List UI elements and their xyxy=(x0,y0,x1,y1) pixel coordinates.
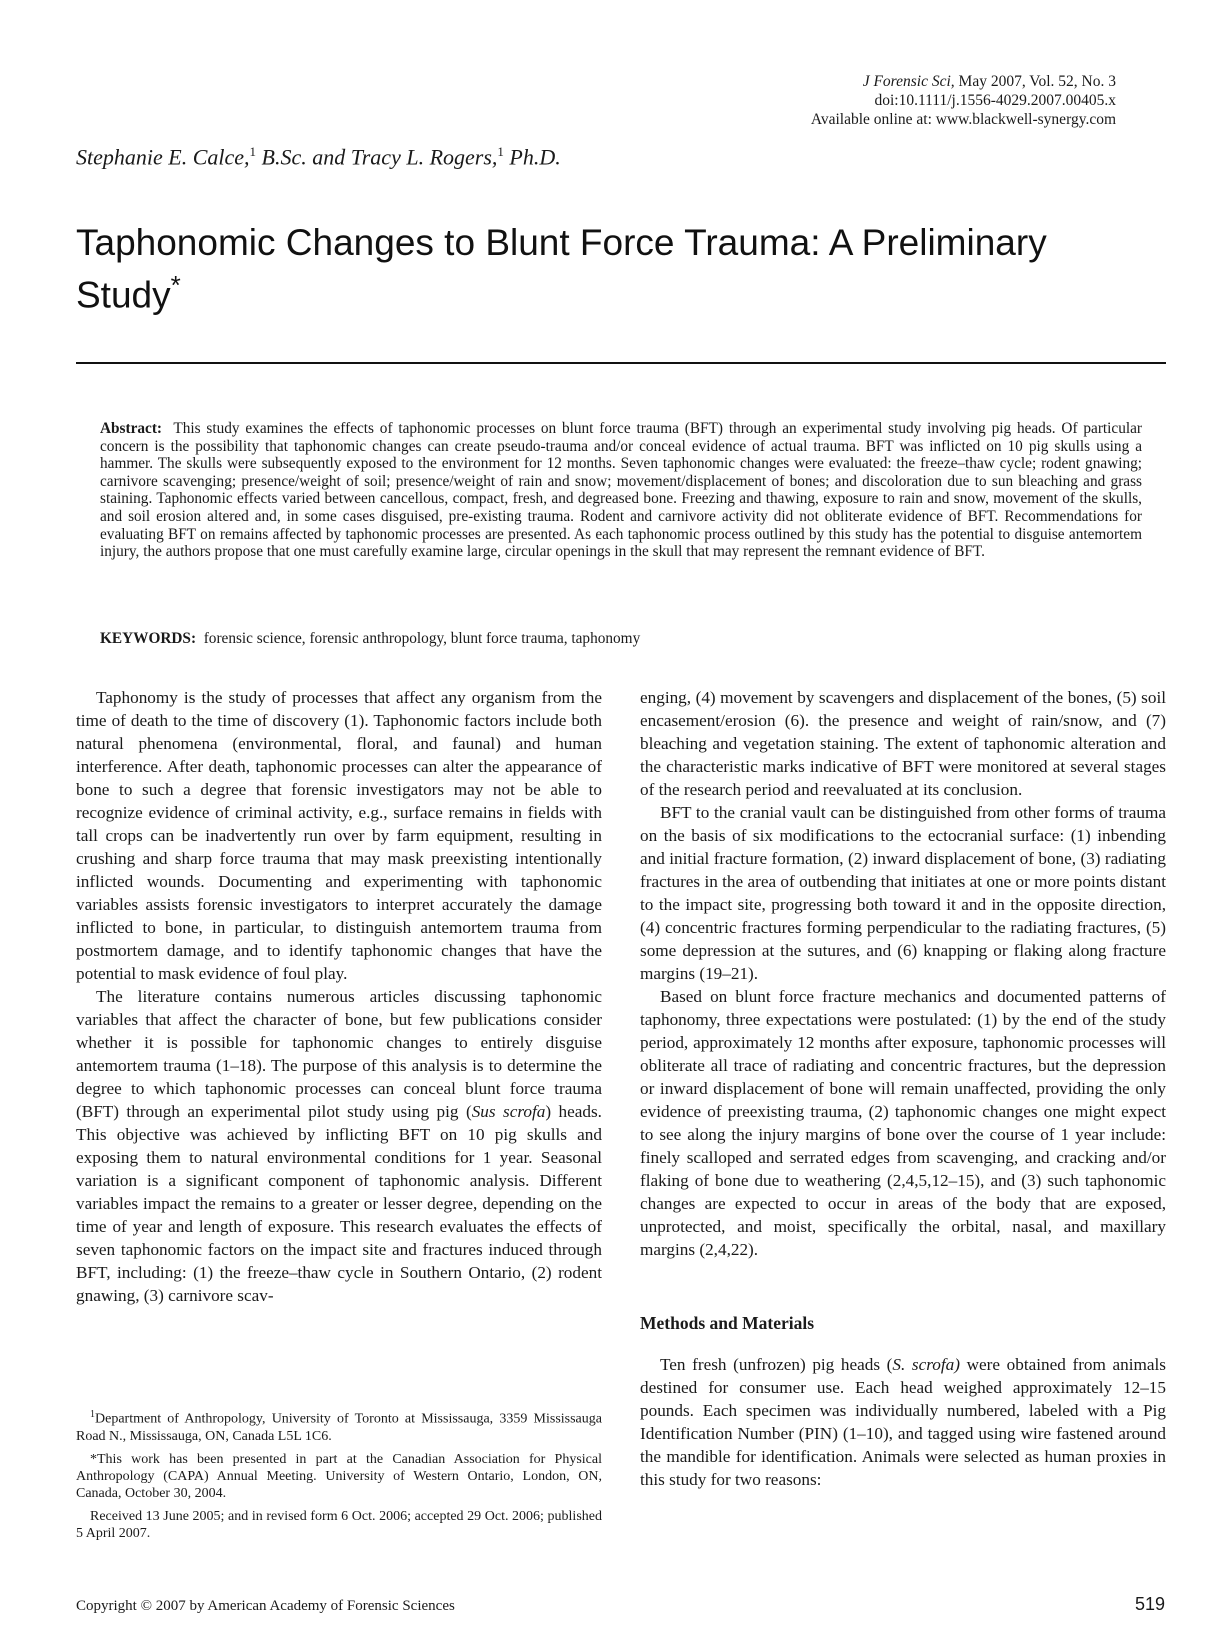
footnote-presentation-text: This work has been presented in part at the Canadian Association for Physical Anthropology (CAPA) Annual Meeting. University of Western Ontario, London, ON, Canada, October 30, 2004. xyxy=(76,1451,602,1501)
journal-issue: May 2007, Vol. 52, No. 3 xyxy=(954,73,1116,90)
methods-paragraph-1-part-a: Ten fresh (unfrozen) pig heads ( xyxy=(660,1355,893,1374)
journal-name: J Forensic Sci, xyxy=(862,73,955,90)
keywords xyxy=(100,630,1142,648)
author-1-affiliation: 1 xyxy=(249,144,257,159)
title-divider xyxy=(76,362,1166,364)
author-line xyxy=(76,144,561,170)
author-1-name: Stephanie E. Calce, xyxy=(76,144,250,170)
copyright-notice: Copyright © 2007 by American Academy of Forensic Sciences xyxy=(76,1598,455,1614)
author-2-degree: Ph.D. xyxy=(503,144,561,170)
intro-paragraph-2-part-a: The literature contains numerous articles discussing taphonomic variables that affect the character of bone, but few publications consider whether it is possible for taphonomic changes to entirely disguise antemortem trauma (1–18). The purpose of this analysis is to determine the degree to which taphonomic processes can conceal blunt force trauma (BFT) through an experimental pilot study using pig ( xyxy=(76,987,602,1121)
intro-paragraph-4: Based on blunt force fracture mechanics and documented patterns of taphonomy, three expectations were postulated: (1) by the end of the study period, approximately 12 months after exposure, taphonomic processes will obliterate all trace of radiating and concentric fractures, but the depression or inward displacement of bone will remain unaffected, providing the only evidence of preexisting trauma, (2) taphonomic changes one might expect to see along the injury margins of bone over the course of 1 year include: finely scalloped and serrated edges from scavenging, and cracking and/or flaking of bone due to weathering (2,4,5,12–15), and (3) such taphonomic changes are expected to occur in areas of the body that are exposed, unprotected, and moist, specifically the orbital, nasal, and maxillary margins (2,4,22). xyxy=(640,987,1166,1259)
methods-species-name: S. scrofa) xyxy=(892,1355,960,1374)
footnotes xyxy=(76,1406,602,1548)
methods-paragraph-1 xyxy=(640,1353,1166,1491)
keywords-label: KEYWORDS: xyxy=(100,630,197,647)
paper-title-text: Taphonomic Changes to Blunt Force Trauma: A Preliminary Study xyxy=(76,222,1047,316)
body-column-right xyxy=(640,686,1166,1491)
methods-heading: Methods and Materials xyxy=(640,1313,815,1333)
footnote-received: Received 13 June 2005; and in revised form 6 Oct. 2006; accepted 29 Oct. 2006; published 5 April 2007. xyxy=(76,1508,602,1541)
intro-paragraph-2-continued: enging, (4) movement by scavengers and displacement of the bones, (5) soil encasement/erosion (6). the presence and weight of rain/snow, and (7) bleaching and vegetation staining. The extent of taphonomic alteration and the characteristic marks indicative of BFT were monitored at several stages of the research period and reevaluated at its conclusion. xyxy=(640,688,1166,799)
online-availability: Available online at: www.blackwell-synergy.com xyxy=(810,111,1116,128)
abstract-label: Abstract: xyxy=(100,420,163,437)
footnote-presentation xyxy=(76,1451,602,1502)
abstract-text: This study examines the effects of taphonomic processes on blunt force trauma (BFT) through an experimental study involving pig heads. Of particular concern is the possibility that taphonomic changes can create pseudo-trauma and/or conceal evidence of actual trauma. BFT was inflicted on 10 pig skulls using a hammer. The skulls were subsequently exposed to the environment for 12 months. Seven taphonomic changes were evaluated: the freeze–thaw cycle; rodent gnawing; carnivore scavenging; presence/weight of soil; presence/weight of rain and snow; movement/displacement of bones; and discoloration due to sun bleaching and grass staining. Taphonomic effects varied between cancellous, compact, fresh, and degreased bone. Freezing and thawing, exposure to rain and snow, movement of the skulls, and soil erosion altered and, in some cases disguised, pre-existing trauma. Rodent and carnivore activity did not obliterate evidence of BFT. Recommendations for evaluating BFT on remains affected by taphonomic processes are presented. As each taphonomic process outlined by this study has the potential to disguise antemortem injury, the authors propose that one must carefully examine large, circular openings in the skull that may represent the remnant evidence of BFT. xyxy=(100,420,1142,561)
intro-paragraph-2 xyxy=(76,985,602,1307)
page-number: 519 xyxy=(1134,1594,1165,1614)
author-2-affiliation: 1 xyxy=(497,144,504,159)
footnote-affiliation xyxy=(76,1406,602,1445)
footnote-presentation-marker: * xyxy=(90,1451,97,1467)
doi: doi:10.1111/j.1556-4029.2007.00405.x xyxy=(874,92,1116,109)
journal-citation xyxy=(811,72,1116,91)
intro-paragraph-1: Taphonomy is the study of processes that affect any organism from the time of death to the time of discovery (1). Taphonomic factors include both natural phenomena (environmental, floral, and faunal) and human interference. After death, taphonomic processes can alter the appearance of bone to such a degree that forensic investigators may not be able to recognize evidence of criminal activity, e.g., surface remains in fields with tall crops can be inadvertently run over by farm equipment, resulting in crushing and sharp force trauma that may mask preexisting intentionally inflicted wounds. Documenting and experimenting with taphonomic variables assists forensic investigators to interpret accurately the damage inflicted to bone, in particular, to distinguish antemortem trauma from postmortem damage, and to identify taphonomic changes that have the potential to mask evidence of foul play. xyxy=(76,688,602,983)
journal-info xyxy=(811,72,1116,129)
footnote-affiliation-marker: 1 xyxy=(90,1409,95,1420)
footnote-affiliation-text: Department of Anthropology, University of Toronto at Mississauga, 3359 Mississauga Road N., Mississauga, ON, Canada L5L 1C6. xyxy=(76,1411,602,1444)
methods-paragraph-1-part-b: were obtained from animals destined for consumer use. Each head weighed approximately 12–15 pounds. Each specimen was individually numbered, labeled with a Pig Identification Number (PIN) (1–10), and tagged using wire fastened around the mandible for identification. Animals were selected as human proxies in this study for two reasons: xyxy=(640,1355,1166,1489)
species-name: Sus scrofa xyxy=(471,1102,546,1121)
author-1-degree: B.Sc. and xyxy=(256,144,351,170)
intro-paragraph-3: BFT to the cranial vault can be distinguished from other forms of trauma on the basis of six modifications to the ectocranial surface: (1) inbending and initial fracture formation, (2) inward displacement of bone, (3) radiating fractures in the area of outbending that initiates at one or more points distant to the impact site, progressing both toward it and in the opposite direction, (4) concentric fractures forming perpendicular to the radiating fractures, (5) some depression at the sutures, and (6) knapping or flaking along fracture margins (19–21). xyxy=(640,803,1166,983)
keywords-text: forensic science, forensic anthropology, blunt force trauma, taphonomy xyxy=(203,630,641,647)
paper-title xyxy=(76,222,1076,316)
abstract xyxy=(100,420,1142,561)
body-column-left xyxy=(76,686,602,1307)
intro-paragraph-2-part-b: ) heads. This objective was achieved by inflicting BFT on 10 pig skulls and exposing them to natural environmental conditions for 1 year. Seasonal variation is a significant component of taphonomic analysis. Different variables impact the remains to a greater or lesser degree, depending on the time of year and length of exposure. This research evaluates the effects of seven taphonomic factors on the impact site and fractures induced through BFT, including: (1) the freeze–thaw cycle in Southern Ontario, (2) rodent gnawing, (3) carnivore scav- xyxy=(76,1102,602,1305)
title-footnote-marker: * xyxy=(170,270,181,300)
author-2-name: Tracy L. Rogers, xyxy=(350,144,498,170)
